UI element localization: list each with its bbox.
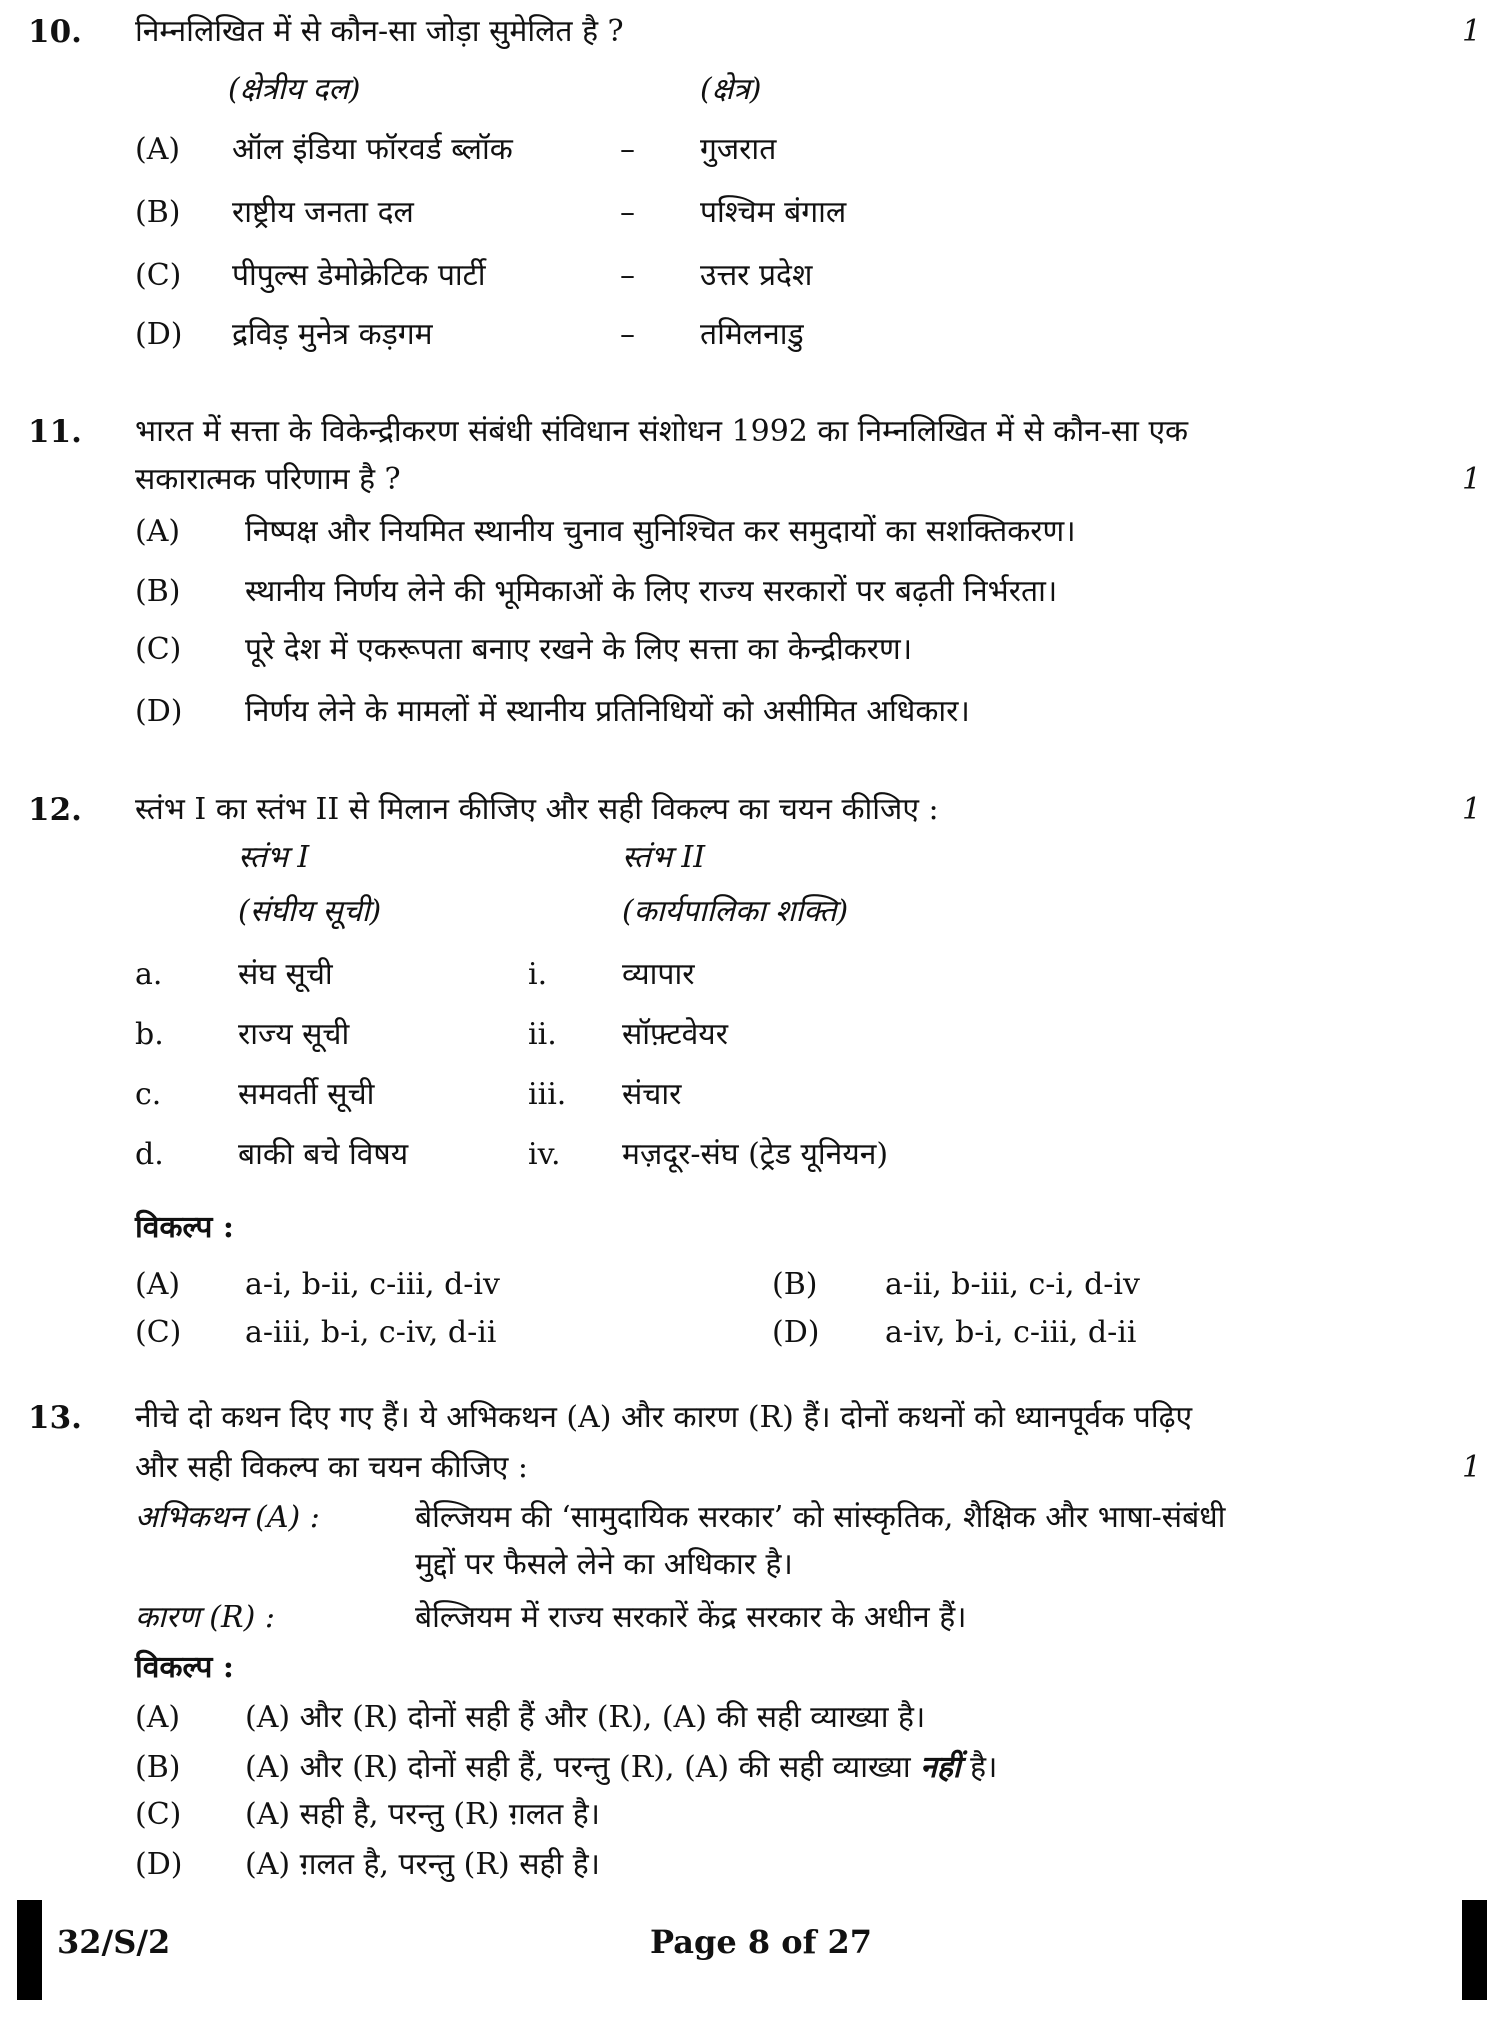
row-letter: d. [135,1137,164,1172]
question-number: 10. [28,14,82,50]
question-number: 13. [28,1400,82,1436]
paper-code: 32/S/2 [57,1923,171,1961]
option-text-part: (A) और (R) दोनों सही हैं, परन्तु (R), (A) की सही व्याख्या [245,1750,921,1785]
option-label: (A) [135,1267,181,1302]
option-party: द्रविड़ मुनेत्र कड़गम [232,317,433,352]
option-label: (A) [135,514,181,549]
row-letter: c. [135,1077,162,1112]
row-col1: संघ सूची [238,957,333,992]
question-number: 12. [28,792,82,828]
marks: 1 [1462,14,1482,49]
option-label: (A) [135,132,181,167]
row-roman: ii. [528,1017,557,1052]
option-label: (B) [135,195,181,230]
option-label: (C) [135,632,182,667]
row-roman: iv. [528,1137,561,1172]
row-col2: व्यापार [622,957,695,992]
option-text: (A) और (R) दोनों सही हैं और (R), (A) की सही व्याख्या है। [245,1700,926,1735]
question-text-line2: और सही विकल्प का चयन कीजिए : [135,1450,529,1485]
column-2-title: स्तंभ II [622,840,706,875]
option-party: पीपुल्स डेमोक्रेटिक पार्टी [232,258,486,293]
option-text: पूरे देश में एकरूपता बनाए रखने के लिए सत्ता का केन्द्रीकरण। [245,632,913,667]
row-letter: a. [135,957,163,992]
option-text: a-i, b-ii, c-iii, d-iv [245,1267,500,1302]
reason-text: बेल्जियम में राज्य सरकारें केंद्र सरकार के अधीन हैं। [415,1600,967,1635]
marks: 1 [1462,792,1482,827]
option-dash: – [620,317,635,352]
option-label: (D) [135,1847,183,1882]
option-dash: – [620,132,635,167]
option-text: निष्पक्ष और नियमित स्थानीय चुनाव सुनिश्चित कर समुदायों का सशक्तिकरण। [245,514,1076,549]
option-region: पश्चिम बंगाल [700,195,847,230]
assertion-label: अभिकथन (A) : [135,1500,320,1535]
row-col1: बाकी बचे विषय [238,1137,409,1172]
row-roman: iii. [528,1077,567,1112]
option-label: (B) [135,574,181,609]
question-text: स्तंभ I का स्तंभ II से मिलान कीजिए और सही विकल्प का चयन कीजिए : [135,792,939,827]
option-text: स्थानीय निर्णय लेने की भूमिकाओं के लिए राज्य सरकारों पर बढ़ती निर्भरता। [245,574,1058,609]
option-label: (D) [135,694,183,729]
question-number: 11. [28,414,82,450]
option-party: ऑल इंडिया फॉरवर्ड ब्लॉक [232,132,513,167]
option-label: (D) [772,1315,820,1350]
question-text: निम्नलिखित में से कौन-सा जोड़ा सुमेलित है ? [135,14,624,49]
reason-label: कारण (R) : [135,1600,275,1635]
option-dash: – [620,258,635,293]
option-label: (B) [772,1267,818,1302]
option-text-part: है। [960,1750,998,1785]
row-roman: i. [528,957,548,992]
emphasis-not: नहीं [920,1750,961,1785]
option-text: a-iv, b-i, c-iii, d-ii [885,1315,1137,1350]
column-header-region: (क्षेत्र) [700,72,762,107]
option-region: उत्तर प्रदेश [700,258,813,293]
column-1-title: स्तंभ I [238,840,310,875]
option-label: (C) [135,258,182,293]
option-label: (D) [135,317,183,352]
option-text: (A) ग़लत है, परन्तु (R) सही है। [245,1847,601,1882]
column-2-subtitle: (कार्यपालिका शक्ति) [622,894,849,929]
options-heading: विकल्प : [135,1210,234,1245]
option-label: (B) [135,1750,181,1785]
option-text: a-ii, b-iii, c-i, d-iv [885,1267,1140,1302]
footer-bar-left [17,1900,42,2000]
marks: 1 [1462,1450,1482,1485]
row-letter: b. [135,1017,164,1052]
option-text: निर्णय लेने के मामलों में स्थानीय प्रतिनिधियों को असीमित अधिकार। [245,694,970,729]
option-region: तमिलनाडु [700,317,804,352]
row-col1: समवर्ती सूची [238,1077,375,1112]
option-region: गुजरात [700,132,777,167]
question-text-line1: नीचे दो कथन दिए गए हैं। ये अभिकथन (A) और कारण (R) हैं। दोनों कथनों को ध्यानपूर्वक पढ़िए [135,1400,1193,1435]
row-col2: सॉफ़्टवेयर [622,1017,728,1052]
assertion-text-line1: बेल्जियम की ‘सामुदायिक सरकार’ को सांस्कृतिक, शैक्षिक और भाषा-संबंधी [415,1500,1226,1535]
marks: 1 [1462,462,1482,497]
option-text: (A) सही है, परन्तु (R) ग़लत है। [245,1797,601,1832]
column-1-subtitle: (संघीय सूची) [238,894,382,929]
question-text-line1: भारत में सत्ता के विकेन्द्रीकरण संबंधी संविधान संशोधन 1992 का निम्नलिखित में से कौन-सा एक [135,414,1189,449]
question-text-line2: सकारात्मक परिणाम है ? [135,462,401,497]
option-label: (C) [135,1315,182,1350]
row-col1: राज्य सूची [238,1017,350,1052]
option-party: राष्ट्रीय जनता दल [232,195,414,230]
option-dash: – [620,195,635,230]
options-heading: विकल्प : [135,1650,234,1685]
row-col2: मज़दूर-संघ (ट्रेड यूनियन) [622,1137,889,1172]
option-label: (C) [135,1797,182,1832]
page-number: Page 8 of 27 [650,1923,872,1961]
footer-bar-right [1462,1900,1487,2000]
row-col2: संचार [622,1077,682,1112]
option-text: a-iii, b-i, c-iv, d-ii [245,1315,497,1350]
option-text [245,1748,997,1788]
column-header-party: (क्षेत्रीय दल) [228,72,361,107]
option-label: (A) [135,1700,181,1735]
assertion-text-line2: मुद्दों पर फैसले लेने का अधिकार है। [415,1547,793,1582]
